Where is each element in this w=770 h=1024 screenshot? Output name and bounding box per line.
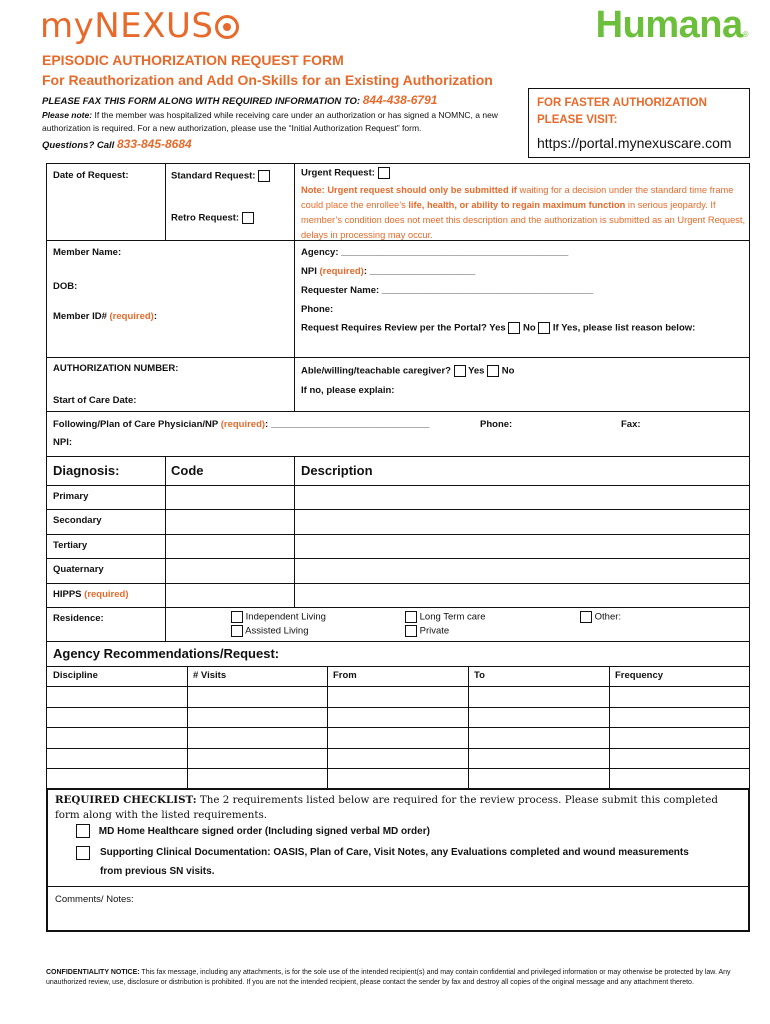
private-checkbox[interactable] <box>405 625 417 637</box>
mynexus-logo <box>40 6 239 46</box>
retro-request-field <box>171 212 254 224</box>
diagnosis-row-secondary: Secondary <box>53 515 102 526</box>
portal-review-label: Request Requires Review per the Portal? Yes <box>301 322 506 334</box>
fax-number: 844-438-6791 <box>362 93 438 107</box>
note-text: If the member was hospitalized while receiving care under an authorization or has signed a NOMNC, a new authorization is required. For a new authorization, please use the “Initial Authorization Request” form. <box>42 110 498 133</box>
member-id-label: Member ID# <box>53 311 107 322</box>
urgent-note <box>301 183 747 243</box>
urgent-note-d: in serious jeopardy. If member’s condition does not meet this description and the authorization is submitted as an Urgent Request, delays in processing may occur. <box>301 200 746 240</box>
humana-logo-text: Humana <box>595 4 743 46</box>
physician-fax-label: Fax: <box>621 419 641 430</box>
col-frequency: Frequency <box>615 670 664 681</box>
confidentiality-notice <box>46 968 750 988</box>
start-of-care-label: Start of Care Date: <box>53 395 137 406</box>
form-subtitle: For Reauthorization and Add On-Skills for an Existing Authorization <box>42 72 493 88</box>
agency-field[interactable]: Agency: ___________________________________________ <box>301 247 569 258</box>
checklist-item-md-order <box>76 824 430 838</box>
caregiver-field <box>301 365 514 377</box>
hipps-label: HIPPS <box>53 589 82 600</box>
physician-phone-label: Phone: <box>480 419 513 430</box>
portal-link[interactable]: https://portal.mynexuscare.com <box>537 135 732 151</box>
caregiver-label: Able/willing/teachable caregiver? <box>301 365 451 377</box>
urgent-note-b: waiting for a decision under the standard time frame could place the enrollee’s <box>301 185 734 210</box>
caregiver-yes-checkbox[interactable] <box>454 365 466 377</box>
clinical-docs-label: Supporting Clinical Documentation: OASIS, Plan of Care, Visit Notes, any Evaluations completed and wound measurements from previous SN visits. <box>100 847 689 877</box>
checklist-item-clinical-docs <box>76 843 706 881</box>
standard-request-checkbox[interactable] <box>258 170 270 182</box>
npi-field[interactable] <box>301 266 475 277</box>
urgent-request-field <box>301 167 390 179</box>
standard-request-label: Standard Request: <box>171 170 256 182</box>
faster-label: FOR FASTER AUTHORIZATION PLEASE VISIT: <box>537 97 707 126</box>
form-title: EPISODIC AUTHORIZATION REQUEST FORM <box>42 52 344 68</box>
portal-review-field <box>301 322 695 334</box>
residence-other <box>580 611 621 623</box>
required-tag: (required) <box>319 266 364 277</box>
request-section <box>46 163 750 241</box>
required-tag: (required) <box>84 589 129 600</box>
diagnosis-table <box>46 456 750 608</box>
fax-prefix: PLEASE FAX THIS FORM ALONG WITH REQUIRED INFORMATION TO: <box>42 96 361 107</box>
member-id-field: Member ID# (required): <box>53 311 158 322</box>
questions-prefix: Questions? Call <box>42 140 115 151</box>
diagnosis-row-primary: Primary <box>53 491 89 502</box>
mynexus-logo-text: myNEXUS <box>40 6 214 46</box>
physician-label: Following/Plan of Care Physician/NP <box>53 419 219 430</box>
col-to: To <box>474 670 485 681</box>
md-order-checkbox[interactable] <box>76 824 90 838</box>
checklist-intro-text: The 2 requirements listed below are required for the review process. Please submit this completed form along with the listed requirements. <box>55 794 718 821</box>
diagnosis-row-quaternary: Quaternary <box>53 564 104 575</box>
requester-name-field[interactable]: Requester Name: ________________________________________ <box>301 285 594 296</box>
residence-label: Residence: <box>53 613 104 624</box>
code-header: Code <box>171 463 204 478</box>
checklist-intro <box>55 793 735 823</box>
questions-number: 833-845-8684 <box>116 137 192 151</box>
residence-section <box>46 607 750 642</box>
portal-no-label: No <box>522 322 536 334</box>
agency-rec-title: Agency Recommendations/Request: <box>53 646 280 661</box>
caregiver-explain-label: If no, please explain: <box>301 385 395 396</box>
retro-request-label: Retro Request: <box>171 212 240 224</box>
urgent-note-c: life, health, or ability to regain maximum function <box>408 200 626 210</box>
note-label: Please note: <box>42 110 93 120</box>
col-visits: # Visits <box>193 670 227 681</box>
comments-label: Comments/ Notes: <box>55 894 134 905</box>
date-of-request-label: Date of Request: <box>53 170 129 181</box>
assisted-living-label: Assisted Living <box>245 625 309 637</box>
phone-label: Phone: <box>301 304 334 315</box>
other-label: Other: <box>594 611 622 623</box>
urgent-request-checkbox[interactable] <box>378 167 390 179</box>
physician-section <box>46 411 750 457</box>
member-name-label: Member Name: <box>53 247 122 258</box>
diagnosis-header: Diagnosis: <box>53 463 120 478</box>
col-discipline: Discipline <box>53 670 98 681</box>
physician-npi-label: NPI: <box>53 437 72 448</box>
member-section <box>46 240 750 358</box>
independent-living-checkbox[interactable] <box>231 611 243 623</box>
portal-yes-checkbox[interactable] <box>508 322 520 334</box>
hospitalized-note <box>42 109 522 135</box>
assisted-living-checkbox[interactable] <box>231 625 243 637</box>
portal-no-checkbox[interactable] <box>538 322 550 334</box>
long-term-care-checkbox[interactable] <box>405 611 417 623</box>
registered-mark: ® <box>742 30 748 39</box>
diagnosis-row-tertiary: Tertiary <box>53 540 88 551</box>
clinical-docs-checkbox[interactable] <box>76 846 90 860</box>
portal-reason-label: If Yes, please list reason below: <box>552 322 696 334</box>
required-tag: (required) <box>109 311 154 322</box>
npi-label: NPI <box>301 266 317 277</box>
description-header: Description <box>301 463 373 478</box>
caregiver-no-label: No <box>501 365 515 377</box>
checklist-section <box>46 788 750 932</box>
physician-field <box>53 419 429 430</box>
caregiver-no-checkbox[interactable] <box>487 365 499 377</box>
caregiver-yes-label: Yes <box>468 365 485 377</box>
checklist-title: REQUIRED CHECKLIST: <box>55 794 197 806</box>
confidentiality-text: This fax message, including any attachments, is for the sole use of the intended recipient(s) and may contain confidential and privileged information or may otherwise be protected by law. Any unauthorized review, use, disclosure or distribution is prohibited. If you are not the intended recipient, please contact the sender by fax and destroy all copies of the original message and any attachment thereto. <box>46 969 731 986</box>
urgent-note-a: Note: Urgent request should only be submitted if <box>301 185 517 195</box>
independent-living-label: Independent Living <box>245 611 326 623</box>
residence-assisted <box>231 625 309 637</box>
required-tag: (required) <box>220 419 266 430</box>
standard-request-field <box>171 170 270 182</box>
long-term-care-label: Long Term care <box>419 611 486 623</box>
target-icon <box>215 15 239 39</box>
other-checkbox[interactable] <box>580 611 592 623</box>
dob-label: DOB: <box>53 281 78 292</box>
hipps-field <box>53 589 129 600</box>
col-from: From <box>333 670 357 681</box>
npi-line: : ____________________ <box>363 266 476 277</box>
retro-request-checkbox[interactable] <box>242 212 254 224</box>
urgent-request-label: Urgent Request: <box>301 167 375 179</box>
residence-private <box>405 625 449 637</box>
md-order-label: MD Home Healthcare signed order (Including signed verbal MD order) <box>98 825 430 837</box>
faster-authorization-box <box>528 88 750 158</box>
confidentiality-label: CONFIDENTIALITY NOTICE: <box>46 969 140 976</box>
authorization-number-label: AUTHORIZATION NUMBER: <box>53 363 179 374</box>
authorization-section <box>46 357 750 412</box>
residence-independent <box>231 611 326 623</box>
fax-instruction <box>42 93 437 107</box>
residence-long-term <box>405 611 485 623</box>
private-label: Private <box>419 625 450 637</box>
agency-rec-table <box>46 666 750 789</box>
agency-rec-header <box>46 641 750 667</box>
physician-line: : ______________________________ <box>265 419 430 430</box>
humana-logo <box>596 4 748 47</box>
questions-line <box>42 137 192 151</box>
